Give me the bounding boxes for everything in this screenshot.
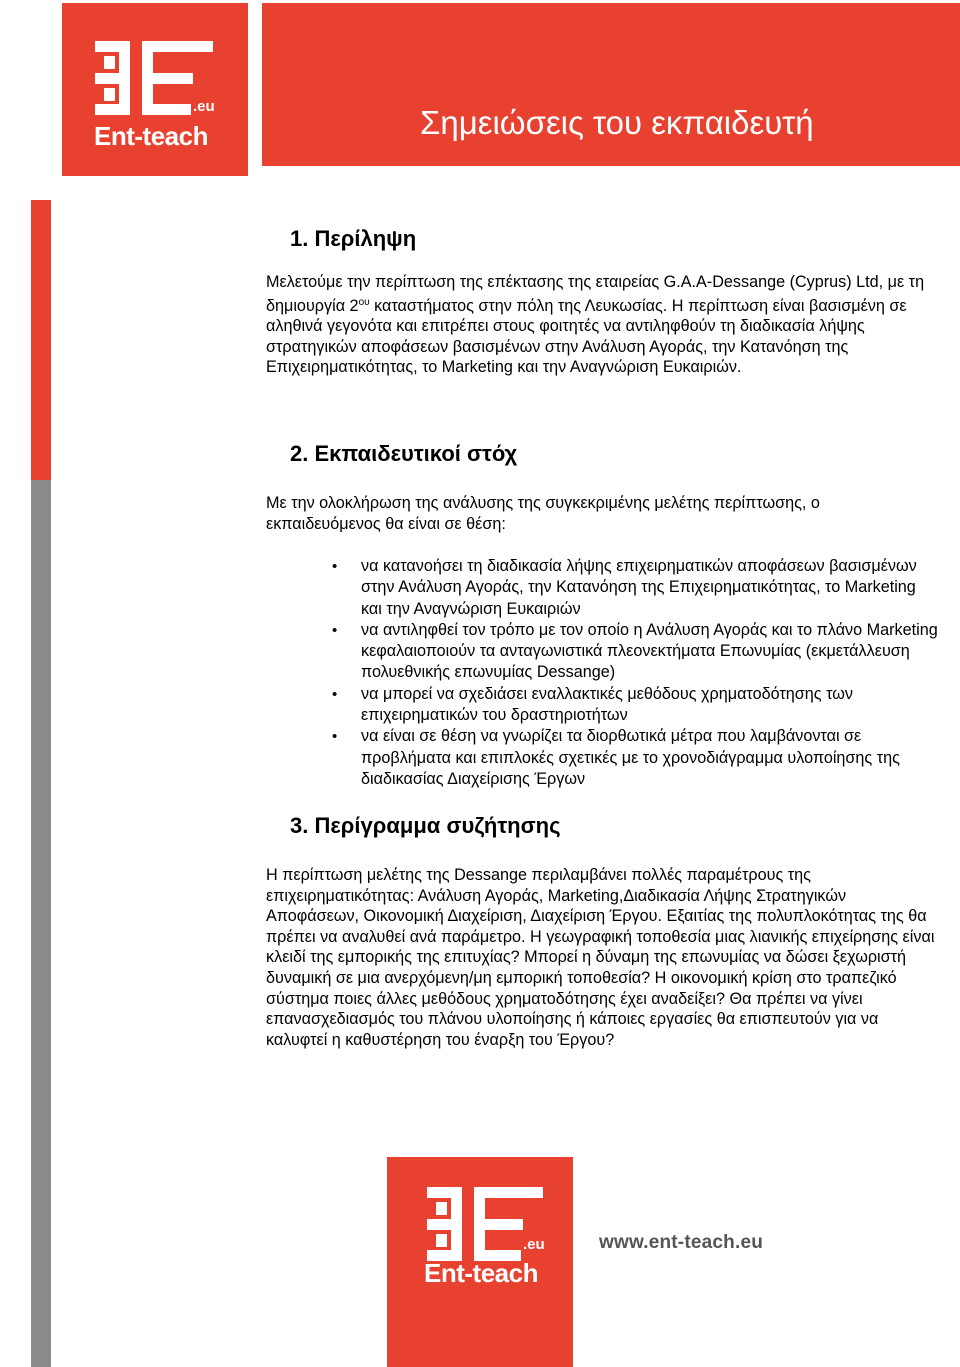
bullet-icon: •: [332, 685, 338, 703]
summary-superscript: ου: [358, 296, 370, 308]
header-logo: [62, 3, 248, 176]
footer-logo: [387, 1157, 573, 1367]
discussion-paragraph: Η περίπτωση μελέτης της Dessange περιλαμβάνει πολλές παραμέτρους της επιχειρηματικότητας: Ανάλυση Αγοράς, Marketing,Διαδικασία Λήψης Στρατηγικών Αποφάσεων, Οικονομική Διαχείριση, Διαχείριση Έργου. Εξαιτίας της πολυπλοκότητας της θα πρέπει να αναλυθεί ανά παράμετρο. Η γεωγραφική τοποθεσία μιας λιανικής επιχείρησης είναι κλειδί της εμπορικής της επιτυχίας? Μπορεί η δύναμη της επωνυμίας να δώσει ξεχωριστή δυναμική σε μια ανερχόμενη/μη εμπορική τοποθεσία? Η οικονομική κρίση στο τραπεζικό σύστημα ποιες άλλες μεθόδους χρηματοδότησης έχει αναδείξει? Θα πρέπει να γίνει επανασχεδιασμός του πλάνου υλοποίησης ή κάποιες εργασίες θα επισπευτούν για να καλυφτεί η καθυστέρηση του έναρξη του Έργου?: [266, 866, 935, 1049]
page-title: Σημειώσεις του εκπαιδευτή: [420, 104, 814, 141]
logo-brand-text: Ent-teach: [424, 1258, 538, 1288]
summary-text-a: Μελετούμε την περίπτωση της επέκτασης της εταιρείας G.A.A-Dessange (Cyprus) Ltd, με τη δημιουργία 2: [266, 273, 925, 315]
summary-text-b: καταστήματος στην πόλη της Λευκωσίας. Η περίπτωση είναι βασισμένη σε αληθινά γεγονότα και επιτρέπει στους φοιτητές να αντιληφθούν τη διαδικασία λήψης στρατηγικών αποφάσεων βασισμένων στην Ανάλυση Αγοράς, την Κατανόηση της Επιχειρηματικότητας, το Marketing και την Αναγνώριση Ευκαιριών.: [266, 296, 907, 377]
section-heading-summary: 1. Περίληψη: [290, 226, 417, 251]
summary-paragraph: [266, 272, 938, 378]
bullet-icon: •: [332, 728, 338, 746]
list-item: [266, 556, 938, 620]
list-item-text: να είναι σε θέση να γνωρίζει τα διορθωτικά μέτρα που λαμβάνονται σε προβλήματα και επιπλοκές σχετικές με το χρονοδιάγραμμα υλοποίησης της διαδικασίας Διαχείρισης Έργων: [361, 727, 900, 788]
list-item: [266, 726, 938, 790]
list-item-text: να μπορεί να σχεδιάσει εναλλακτικές μεθόδους χρηματοδότησης των επιχειρηματικών του δραστηριοτήτων: [361, 684, 853, 725]
section-heading-objectives: 2. Εκπαιδευτικοί στόχ: [290, 441, 518, 466]
list-item: [266, 684, 938, 727]
list-item: [266, 620, 938, 684]
list-item-text: να αντιληφθεί τον τρόπο με τον οποίο η Ανάλυση Αγοράς και το πλάνο Marketing κεφαλαιοποιούν τα ανταγωνιστικά πλεονεκτήματα Επωνυμίας (εκμετάλλευση πολυεθνικής επωνυμίας Dessange): [361, 620, 938, 682]
bullet-icon: •: [332, 621, 338, 639]
side-accent-bar-red: [31, 200, 51, 480]
bullet-icon: •: [332, 558, 338, 575]
objectives-list: [266, 556, 938, 790]
logo-eu-suffix: .eu: [523, 1236, 545, 1253]
objectives-intro: Με την ολοκλήρωση της ανάλυσης της συγκεκριμένης μελέτης περίπτωσης, ο εκπαιδευόμενος θα είναι σε θέση:: [266, 494, 820, 533]
list-item-text: να κατανοήσει τη διαδικασία λήψης επιχειρηματικών αποφάσεων βασισμένων στην Ανάλυση Αγοράς, την Κατανόηση της Επιχειρηματικότητας, το Marketing και την Αναγνώριση Ευκαιριών: [361, 557, 917, 618]
logo-brand-text: Ent-teach: [94, 121, 208, 151]
logo-eu-suffix: .eu: [193, 98, 215, 115]
side-accent-bar-grey: [31, 480, 51, 1367]
footer-website-link[interactable]: www.ent-teach.eu: [599, 1232, 764, 1253]
section-heading-discussion: 3. Περίγραμμα συζήτησης: [290, 813, 561, 838]
